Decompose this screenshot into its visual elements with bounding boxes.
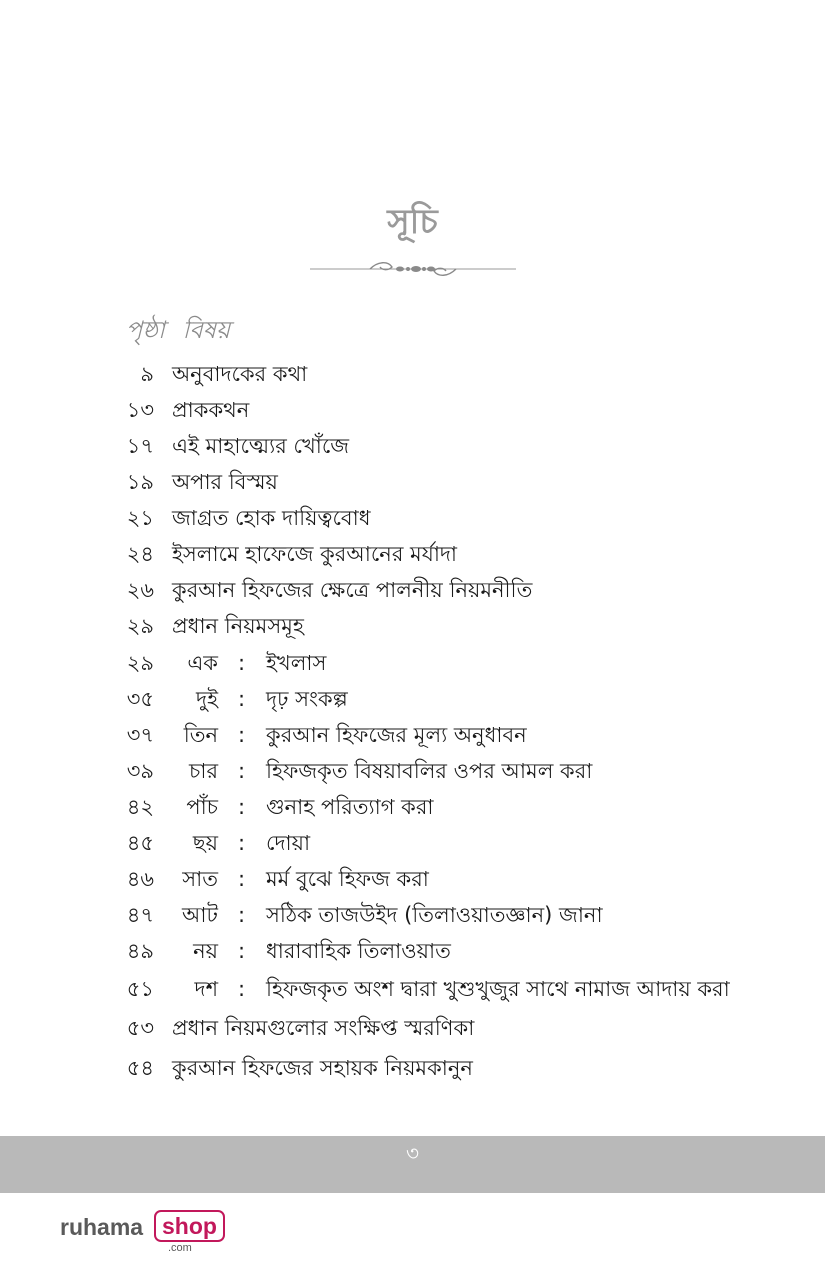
toc-sub-label: দশ xyxy=(194,977,218,1001)
toc-sub-label: চার xyxy=(189,759,218,783)
page-number: ৩ xyxy=(405,1141,419,1165)
toc-entry-title: অনুবাদকের কথা xyxy=(172,362,308,386)
toc-page-number: ১৯ xyxy=(126,470,154,494)
toc-entry-title: হিফজকৃত বিষয়াবলির ওপর আমল করা xyxy=(266,759,593,783)
toc-entry-title: কুরআন হিফজের সহায়ক নিয়মকানুন xyxy=(172,1056,473,1080)
toc-sub-label: তিন xyxy=(183,723,218,747)
toc-page-number: ২৬ xyxy=(126,578,154,602)
toc-entry-title: প্রধান নিয়মসমূহ xyxy=(172,614,304,638)
toc-sub-label: সাত xyxy=(182,867,218,891)
toc-separator: : xyxy=(238,939,246,963)
toc-separator: : xyxy=(238,977,246,1001)
column-headers xyxy=(126,312,240,352)
ruhamashop-logo[interactable] xyxy=(60,1206,260,1262)
toc-sub-label: পাঁচ xyxy=(186,795,218,819)
toc-separator: : xyxy=(238,651,246,675)
toc-sub-label: নয় xyxy=(193,939,218,963)
toc-sub-label: এক xyxy=(187,651,218,675)
toc-page-number: ৫৩ xyxy=(126,1016,154,1040)
toc-entry-title: প্রাককথন xyxy=(172,398,250,422)
toc-entry-title: দোয়া xyxy=(266,831,311,855)
toc-page-number: ২৯ xyxy=(126,614,154,638)
toc-entry-title: গুনাহ পরিত্যাগ করা xyxy=(266,795,434,819)
toc-page-number: ৩৭ xyxy=(126,723,154,747)
toc-entry-title: এই মাহাত্ম্যের খোঁজে xyxy=(172,434,350,458)
toc-page-number: ৪৭ xyxy=(126,903,154,927)
toc-entry-title: ইসলামে হাফেজে কুরআনের মর্যাদা xyxy=(172,542,458,566)
toc-sub-label: ছয় xyxy=(192,831,218,855)
toc-page-number: ৪২ xyxy=(126,795,154,819)
header-subject: বিষয় xyxy=(182,316,231,344)
toc-page-number: ১৩ xyxy=(126,398,154,422)
toc-separator: : xyxy=(238,687,246,711)
toc-separator: : xyxy=(238,867,246,891)
toc-page-number: ৩৫ xyxy=(126,687,154,711)
toc-page-number: ৫৪ xyxy=(126,1056,154,1080)
toc-page-number: ৯ xyxy=(140,362,154,386)
toc-separator: : xyxy=(238,795,246,819)
logo-text-ruhama: ruhama xyxy=(60,1214,144,1240)
toc-entry-title: কুরআন হিফজের মূল্য অনুধাবন xyxy=(266,723,527,747)
toc-separator: : xyxy=(238,723,246,747)
page-title: সূচি xyxy=(387,202,438,242)
toc-page-number: ৪৯ xyxy=(126,939,154,963)
toc-page-number: ৪৬ xyxy=(126,867,154,891)
logo-text-com: .com xyxy=(168,1242,192,1254)
toc-entry-title: অপার বিস্ময় xyxy=(172,470,278,494)
toc-page-number: ৫১ xyxy=(126,977,154,1001)
toc-sub-label: আট xyxy=(182,903,218,927)
toc-sub-label: দুই xyxy=(196,687,218,711)
toc-page-number: ৪৫ xyxy=(126,831,154,855)
logo-text-shop: shop xyxy=(154,1210,225,1242)
toc-entry-title: প্রধান নিয়মগুলোর সংক্ষিপ্ত স্মরণিকা xyxy=(172,1016,475,1040)
header-page: পৃষ্ঠা xyxy=(126,316,165,344)
toc-page-number: ৩৯ xyxy=(126,759,154,783)
toc-entry-title: ইখলাস xyxy=(266,651,327,675)
toc-entry-title: হিফজকৃত অংশ দ্বারা খুশুখুজুর সাথে নামাজ আদায় করা xyxy=(266,977,730,1001)
toc-entry-title: মর্ম বুঝে হিফজ করা xyxy=(266,867,429,891)
toc-entry-title: ধারাবাহিক তিলাওয়াত xyxy=(266,939,451,963)
toc-page-number: ২৯ xyxy=(126,651,154,675)
flourish-divider-icon xyxy=(308,258,518,280)
toc-separator: : xyxy=(238,759,246,783)
toc-page-number: ১৭ xyxy=(126,434,154,458)
toc-separator: : xyxy=(238,831,246,855)
toc-separator: : xyxy=(238,903,246,927)
toc-entry-title: সঠিক তাজউইদ (তিলাওয়াতজ্ঞান) জানা xyxy=(266,903,603,927)
toc-entry-title: জাগ্রত হোক দায়িত্ববোধ xyxy=(172,506,371,530)
toc-page-number: ২১ xyxy=(126,506,154,530)
toc-page-number: ২৪ xyxy=(126,542,154,566)
toc-entry-title: কুরআন হিফজের ক্ষেত্রে পালনীয় নিয়মনীতি xyxy=(172,578,533,602)
toc-entry-title: দৃঢ় সংকল্প xyxy=(266,687,348,711)
